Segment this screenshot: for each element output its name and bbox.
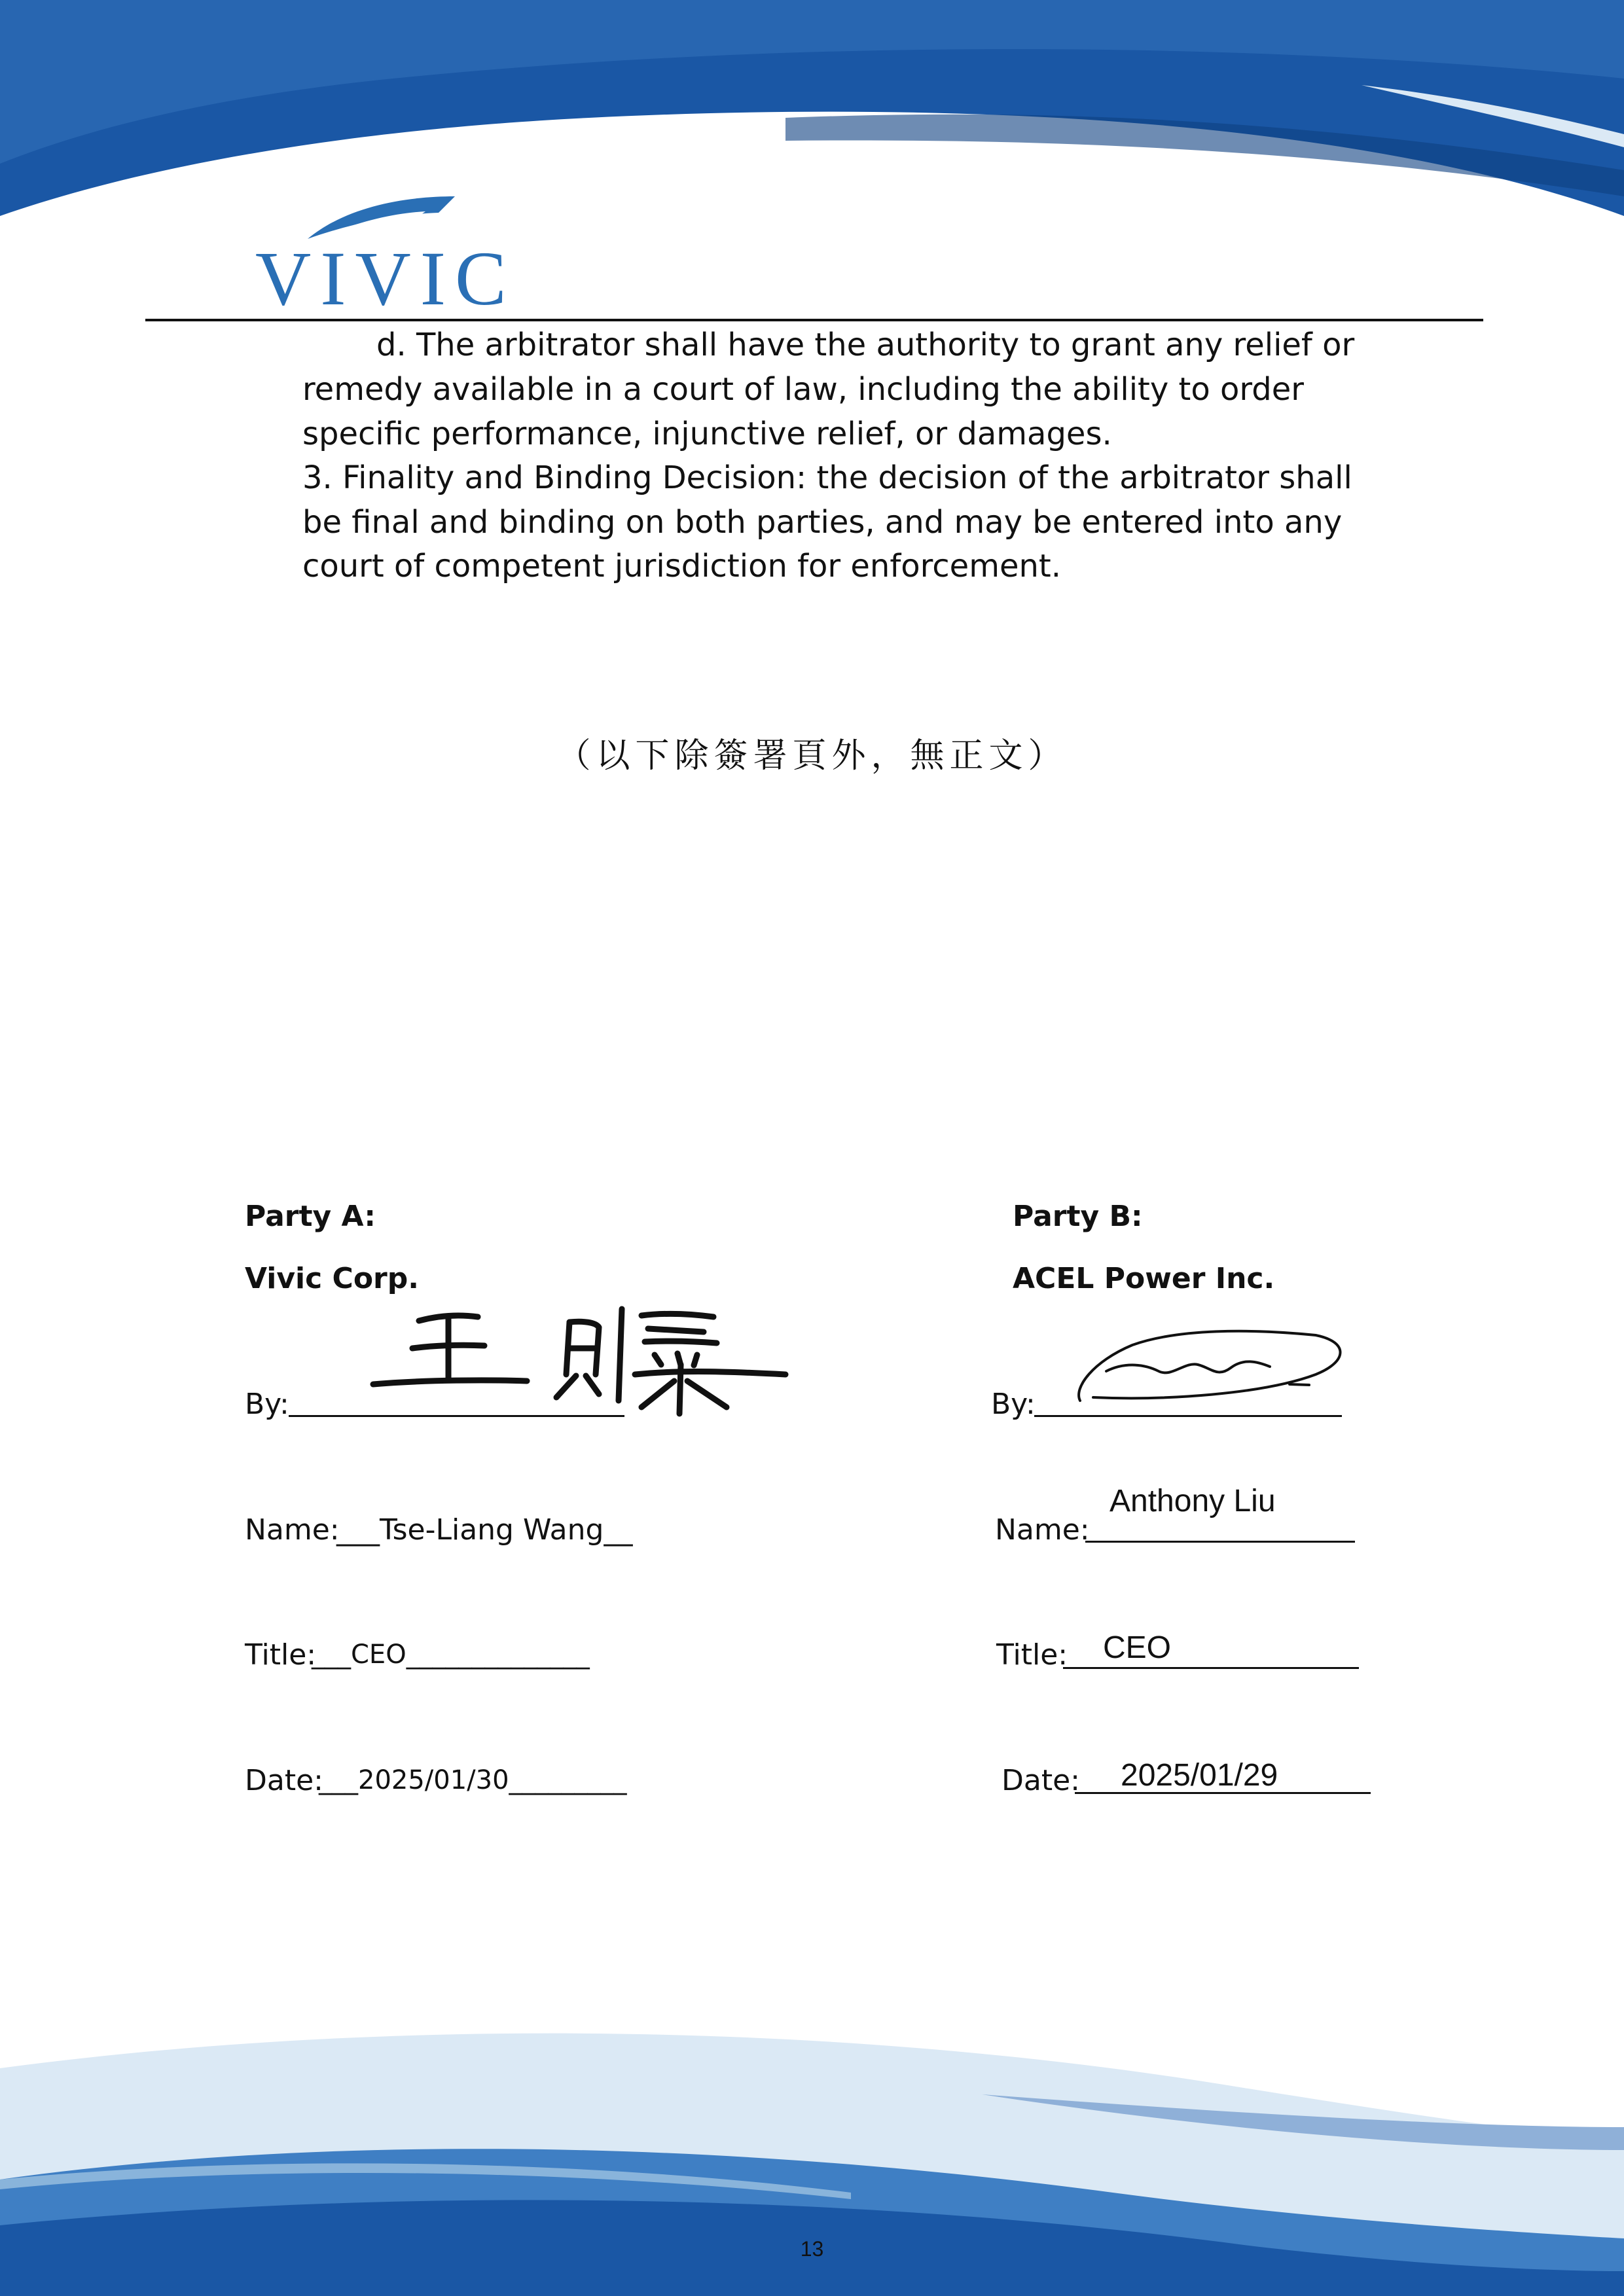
party-b-handwritten-signature — [1067, 1316, 1355, 1414]
header-rule — [145, 319, 1483, 321]
clause-line: court of competent jurisdiction for enforcement. — [302, 548, 1061, 584]
party-b-title-value: CEO — [1103, 1630, 1172, 1665]
clause-line: 3. Finality and Binding Decision: the decision of the arbitrator shall — [302, 459, 1352, 496]
party-b-company: ACEL Power Inc. — [1013, 1262, 1275, 1295]
party-a-handwritten-signature — [360, 1302, 792, 1427]
logo-wordmark: VIVIC — [255, 236, 516, 311]
party-b-title-line — [1063, 1667, 1359, 1669]
clause-line: be final and binding on both parties, and may be entered into any — [302, 504, 1343, 541]
clause-line: specific performance, injunctive relief, or damages. — [302, 416, 1112, 452]
party-a-title-label: Title: — [245, 1638, 317, 1672]
party-a-heading: Party A: — [245, 1200, 376, 1233]
party-b-name-line — [1085, 1541, 1355, 1543]
party-a-date-label: Date: — [245, 1764, 323, 1797]
party-a-date-value: ___2025/01/30_________ — [319, 1765, 627, 1795]
party-a-title-value: ___CEO______________ — [312, 1640, 590, 1670]
party-a-name-label: Name: — [245, 1513, 340, 1547]
party-b-name-label: Name: — [995, 1513, 1090, 1547]
party-b-title-label: Title: — [996, 1638, 1068, 1672]
party-b-date-value: 2025/01/29 — [1121, 1758, 1278, 1793]
closing-note: （以下除簽署頁外，無正文） — [556, 736, 1068, 776]
party-b-by-label: By: — [991, 1388, 1036, 1421]
party-b-date-label: Date: — [1001, 1764, 1080, 1797]
party-a-by-label: By: — [245, 1388, 289, 1421]
party-b-heading: Party B: — [1013, 1200, 1143, 1233]
party-a-name-value: ___Tse-Liang Wang__ — [336, 1513, 633, 1547]
party-a-company: Vivic Corp. — [245, 1262, 419, 1295]
party-b-signature-line — [1034, 1415, 1342, 1417]
vivic-logo — [255, 193, 524, 311]
clause-line: remedy available in a court of law, including the ability to order — [302, 371, 1304, 408]
page-number: 13 — [800, 2237, 824, 2261]
clause-line: d. The arbitrator shall have the authority to grant any relief or — [376, 327, 1355, 363]
party-b-name-value: Anthony Liu — [1110, 1484, 1276, 1518]
